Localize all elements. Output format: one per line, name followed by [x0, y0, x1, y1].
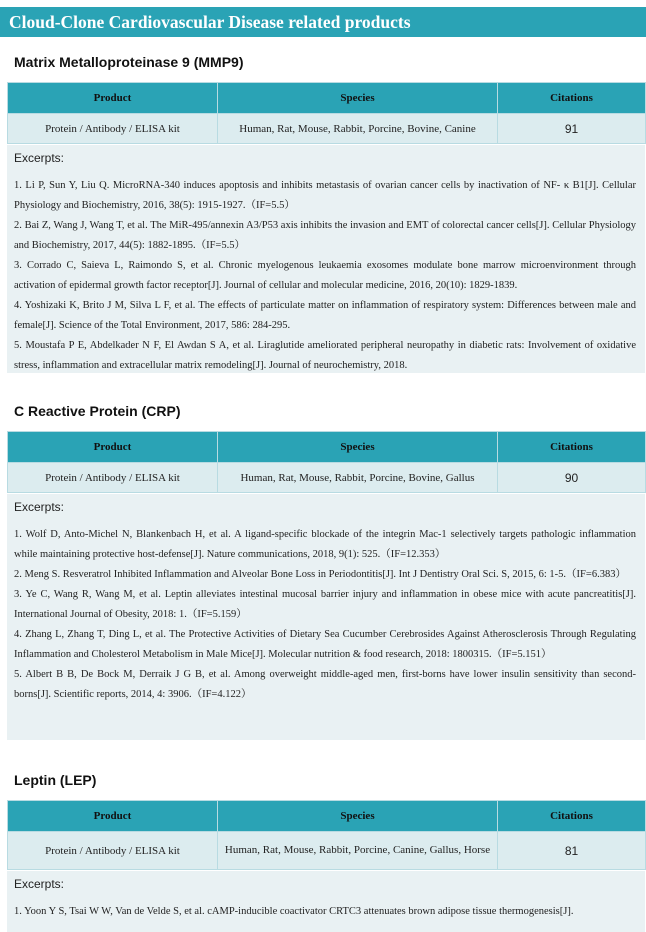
reference-item: 4. Yoshizaki K, Brito J M, Silva L F, et al. The effects of particulate matter on inflammation of respiratory system: Differences between male and female[J]. Science of the Total Environment, 2017, 586: 284-295.	[14, 300, 636, 331]
header-product: Product	[8, 432, 218, 463]
header-product: Product	[8, 83, 218, 114]
reference-list	[14, 525, 636, 705]
reference-item: 1. Li P, Sun Y, Liu Q. MicroRNA-340 induces apoptosis and inhibits metastasis of ovarian cancer cells by inactivation of NF- κ B1[J]. Cellular Physiology and Biochemistry, 2016, 38(5): 1915-1927.（IF=5.5）	[14, 180, 636, 211]
product-cell: Protein / Antibody / ELISA kit	[8, 832, 218, 870]
header-species: Species	[218, 432, 498, 463]
reference-item: 1. Yoon Y S, Tsai W W, Van de Velde S, et al. cAMP-inducible coactivator CRTC3 attenuates brown adipose tissue thermogenesis[J].	[14, 906, 574, 917]
section-title: Matrix Metalloproteinase 9 (MMP9)	[14, 54, 244, 70]
reference-list	[14, 176, 636, 376]
excerpts-label: Excerpts:	[14, 500, 65, 514]
reference-item: 5. Albert B B, De Bock M, Derraik J G B, et al. Among overweight middle-aged men, first-borns have lower insulin sensitivity than second-borns[J]. Scientific reports, 2014, 4: 3906.（IF=4.122）	[14, 669, 636, 700]
product-table	[7, 82, 646, 144]
citations-cell: 81	[498, 832, 646, 870]
header-citations: Citations	[498, 83, 646, 114]
species-cell: Human, Rat, Mouse, Rabbit, Porcine, Bovine, Canine	[218, 114, 498, 144]
excerpts-panel	[7, 871, 645, 932]
product-table	[7, 800, 646, 870]
header-citations: Citations	[498, 432, 646, 463]
header-citations: Citations	[498, 801, 646, 832]
excerpts-panel	[7, 494, 645, 740]
reference-item: 5. Moustafa P E, Abdelkader N F, El Awdan S A, et al. Liraglutide ameliorated peripheral neuropathy in diabetic rats: Involvement of oxidative stress, inflammation and extracellular matrix remodeling[J]. Journal of neurochemistry, 2018.	[14, 340, 636, 371]
reference-list	[14, 902, 636, 922]
product-cell: Protein / Antibody / ELISA kit	[8, 463, 218, 493]
species-cell: Human, Rat, Mouse, Rabbit, Porcine, Canine, Gallus, Horse	[218, 832, 498, 870]
reference-item: 3. Ye C, Wang R, Wang M, et al. Leptin alleviates intestinal mucosal barrier injury and inflammation in obese mice with acute pancreatitis[J]. International Journal of Obesity, 2018: 1.（IF=5.159）	[14, 589, 636, 620]
header-species: Species	[218, 801, 498, 832]
page-title: Cloud-Clone Cardiovascular Disease related products	[9, 12, 411, 32]
section-title: Leptin (LEP)	[14, 772, 97, 788]
reference-item: 1. Wolf D, Anto-Michel N, Blankenbach H, et al. A ligand-specific blockade of the integrin Mac-1 selectively targets pathologic inflammation while maintaining protective host-defense[J]. Nature communications, 2018, 9(1): 525.（IF=12.353）	[14, 529, 636, 560]
header-species: Species	[218, 83, 498, 114]
excerpts-panel	[7, 145, 645, 373]
reference-item: 2. Meng S. Resveratrol Inhibited Inflammation and Alveolar Bone Loss in Periodontitis[J]. Int J Dentistry Oral Sci. S, 2015, 6: 1-5.（IF=6.383）	[14, 569, 626, 580]
page-banner	[0, 7, 646, 37]
reference-item: 3. Corrado C, Saieva L, Raimondo S, et al. Chronic myelogenous leukaemia exosomes modulate bone marrow microenvironment through activation of epidermal growth factor receptor[J]. Journal of cellular and molecular medicine, 2016, 20(10): 1829-1839.	[14, 260, 636, 291]
section-title: C Reactive Protein (CRP)	[14, 403, 181, 419]
reference-item: 2. Bai Z, Wang J, Wang T, et al. The MiR-495/annexin A3/P53 axis inhibits the invasion and EMT of colorectal cancer cells[J]. Cellular Physiology and Biochemistry, 2017, 44(5): 1882-1895.（IF=5.5）	[14, 220, 636, 251]
reference-item: 4. Zhang L, Zhang T, Ding L, et al. The Protective Activities of Dietary Sea Cucumber Cerebrosides Against Atherosclerosis Through Regulating Inflammation and Cholesterol Metabolism in Male Mice[J]. Molecular nutrition & food research, 2018: 1800315.（IF=5.151）	[14, 629, 636, 660]
excerpts-label: Excerpts:	[14, 151, 65, 165]
product-cell: Protein / Antibody / ELISA kit	[8, 114, 218, 144]
species-cell: Human, Rat, Mouse, Rabbit, Porcine, Bovine, Gallus	[218, 463, 498, 493]
citations-cell: 91	[498, 114, 646, 144]
citations-cell: 90	[498, 463, 646, 493]
excerpts-label: Excerpts:	[14, 877, 65, 891]
product-table	[7, 431, 646, 493]
header-product: Product	[8, 801, 218, 832]
